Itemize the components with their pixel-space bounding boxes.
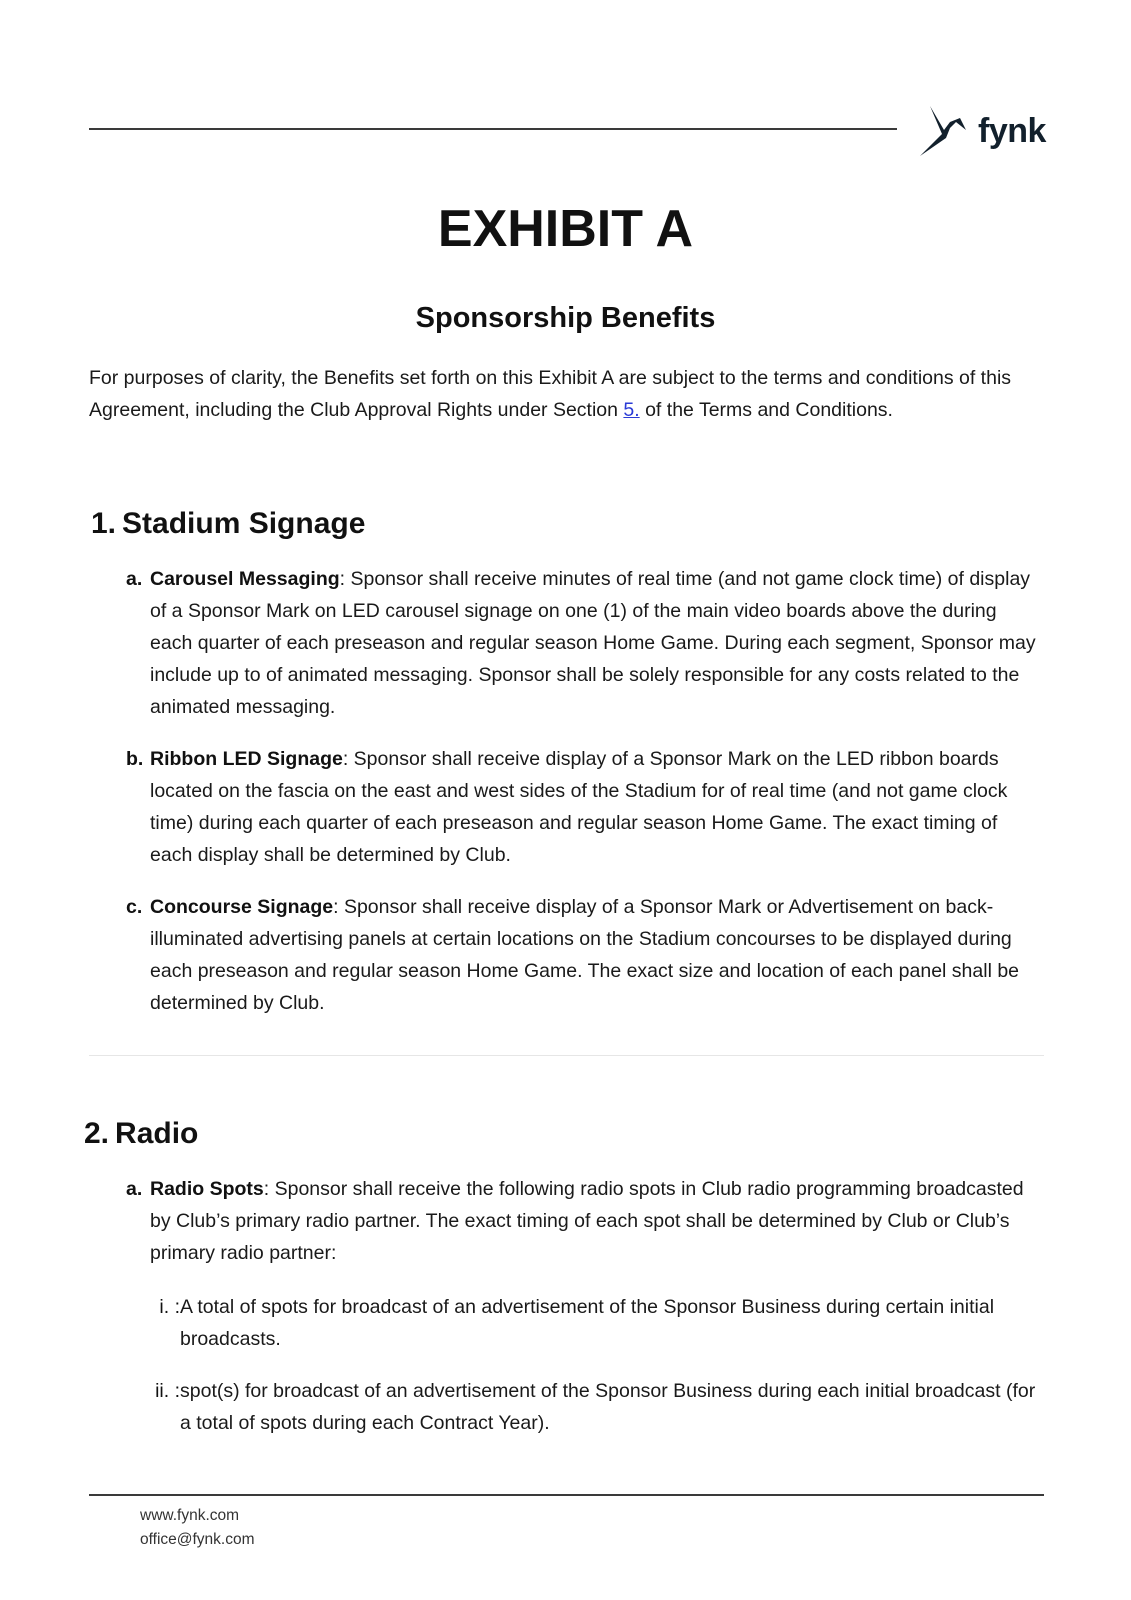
logo-text: fynk [978,112,1046,150]
item-label: Concourse Signage [150,896,334,918]
list-item-radio-spots [126,1173,1040,1269]
item-label: Ribbon LED Signage [150,748,343,770]
sub-item-text: spot(s) for broadcast of an advertisement of the Sponsor Business during each initial broadcast (for a total of spots during each Contract Year). [180,1380,1036,1434]
footer-email: office@fynk.com [140,1531,255,1548]
section-heading-stadium-signage [91,506,365,542]
item-text: : Sponsor shall receive display of a Sponsor Mark on the LED ribbon boards located on the fascia on the east and west sides of the Stadium for of real time (and not game clock time) during each quarter of each preseason and regular season Home Game. The exact timing of each display shall be determined by Club. [150,748,1008,866]
item-label: Carousel Messaging [150,568,340,590]
item-text: : Sponsor shall receive minutes of real time (and not game clock time) of display of a Sponsor Mark on LED carousel signage on one (1) of the main video boards above the during each quarter of each preseason and regular season Home Game. During each segment, Sponsor may include up to of animated messaging. Sponsor shall be solely responsible for any costs related to the animated messaging. [150,568,1036,718]
list-item-concourse-signage [126,891,1040,1019]
sub-list-item [159,1291,1050,1355]
intro-paragraph [89,362,1049,426]
list-marker: b. [126,748,144,770]
bird-logo-icon [920,104,970,158]
sub-list-marker: ii. : [155,1380,180,1402]
intro-text-after: of the Terms and Conditions. [639,399,893,421]
list-marker: a. [126,1178,143,1200]
header-rule [89,128,897,130]
page-subtitle: Sponsorship Benefits [415,302,716,334]
footer-website: www.fynk.com [140,1507,240,1524]
item-text: : Sponsor shall receive the following radio spots in Club radio programming broadcasted by Club’s primary radio partner. The exact timing of each spot shall be determined by Club or Club’s primary radio partner: [150,1178,1024,1264]
section-title: Radio [115,1117,199,1150]
section-number: 2. [84,1117,110,1150]
sub-list-marker: i. : [159,1296,180,1318]
section-title: Stadium Signage [122,507,366,540]
section-heading-radio [84,1116,198,1152]
brand-logo [920,104,1046,158]
intro-text-before: For purposes of clarity, the Benefits set forth on this Exhibit A are subject to the terms and conditions of this Agreement, including the Club Approval Rights under Section [89,367,1012,421]
section-divider [89,1055,1044,1056]
list-item-ribbon-led-signage [126,743,1040,871]
item-text: : Sponsor shall receive display of a Sponsor Mark or Advertisement on back-illuminated advertising panels at certain locations on the Stadium concourses to be displayed during each preseason and regular season Home Game. The exact size and location of each panel shall be determined by Club. [150,896,1020,1014]
list-marker: a. [126,568,143,590]
page-title: EXHIBIT A [437,200,694,258]
list-marker: c. [126,896,143,918]
section-link[interactable]: 5. [623,399,640,421]
list-item-carousel-messaging [126,563,1040,723]
footer-rule [89,1494,1044,1496]
sub-list-item [155,1375,1050,1439]
sub-item-text: A total of spots for broadcast of an advertisement of the Sponsor Business during certain initial broadcasts. [180,1296,995,1350]
item-label: Radio Spots [150,1178,264,1200]
section-number: 1. [91,507,117,540]
